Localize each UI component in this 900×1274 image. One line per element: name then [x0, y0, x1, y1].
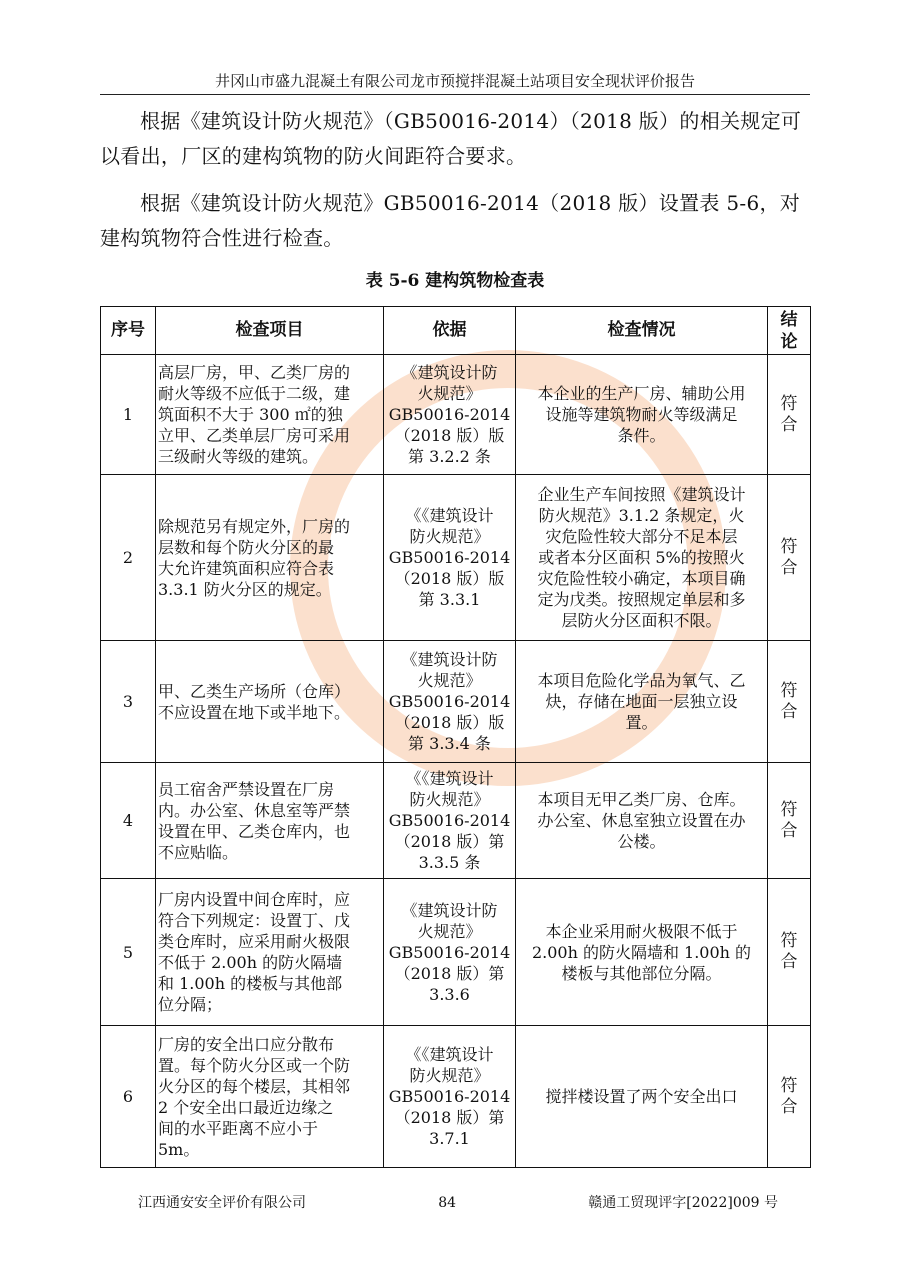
- table-row: [101, 763, 811, 879]
- table-row: [101, 475, 811, 641]
- row-number: 3: [101, 641, 156, 763]
- conclusion: 符 合: [768, 641, 811, 763]
- check-item: 除规范另有规定外，厂房的 层数和每个防火分区的最 大允许建筑面积应符合表 3.3.1 防火分区的规定。: [156, 475, 384, 641]
- check-item: 员工宿舍严禁设置在厂房 内。办公室、休息室等严禁 设置在甲、乙类仓库内，也 不应贴临。: [156, 763, 384, 879]
- footer-report-no: 赣通工贸现评字[2022]009 号: [588, 1195, 778, 1211]
- inspection-table: [100, 306, 811, 1168]
- check-result: 企业生产车间按照《建筑设计 防火规范》3.1.2 条规定，火 灾危险性较大部分不足本层 或者本分区面积 5%的按照火 灾危险性较小确定，本项目确 定为戊类。按照规定单层和多 层防火分区面积不限。: [516, 475, 768, 641]
- check-item: 高层厂房，甲、乙类厂房的 耐火等级不应低于二级，建 筑面积不大于 300 ㎡的独 立甲、乙类单层厂房可采用 三级耐火等级的建筑。: [156, 355, 384, 475]
- conclusion: 符 合: [768, 355, 811, 475]
- conclusion: 符 合: [768, 1026, 811, 1168]
- col-header-conclusion: 结 论: [768, 307, 811, 355]
- basis: 《建筑设计防 火规范》 GB50016-2014 （2018 版）第 3.3.6: [384, 879, 516, 1026]
- basis: 《建筑设计防 火规范》 GB50016-2014 （2018 版）版 第 3.2.2 条: [384, 355, 516, 475]
- table-row: [101, 879, 811, 1026]
- row-number: 4: [101, 763, 156, 879]
- paragraph-1: 根据《建筑设计防火规范》（GB50016-2014）（2018 版）的相关规定可以看出，厂区的建构筑物的防火间距符合要求。: [100, 109, 802, 168]
- running-header: 井冈山市盛九混凝土有限公司龙市预搅拌混凝土站项目安全现状评价报告: [214, 72, 695, 90]
- check-item: 甲、乙类生产场所（仓库） 不应设置在地下或半地下。: [156, 641, 384, 763]
- footer-company: 江西通安安全评价有限公司: [138, 1195, 306, 1211]
- row-number: 6: [101, 1026, 156, 1168]
- paragraph-2: 根据《建筑设计防火规范》GB50016-2014（2018 版）设置表 5-6，对建构筑物符合性进行检查。: [100, 191, 801, 250]
- check-result: 本企业采用耐火极限不低于 2.00h 的防火隔墙和 1.00h 的 楼板与其他部位分隔。: [516, 879, 768, 1026]
- check-result: 本企业的生产厂房、辅助公用 设施等建筑物耐火等级满足 条件。: [516, 355, 768, 475]
- basis: 《《建筑设计 防火规范》 GB50016-2014 （2018 版）第 3.3.5 条: [384, 763, 516, 879]
- basis: 《《建筑设计 防火规范》 GB50016-2014 （2018 版）版 第 3.3.1: [384, 475, 516, 641]
- conclusion: 符 合: [768, 475, 811, 641]
- row-number: 1: [101, 355, 156, 475]
- basis: 《建筑设计防 火规范》 GB50016-2014 （2018 版）版 第 3.3.4 条: [384, 641, 516, 763]
- page-number: 84: [438, 1195, 457, 1211]
- conclusion: 符 合: [768, 763, 811, 879]
- check-item: 厂房的安全出口应分散布 置。每个防火分区或一个防 火分区的每个楼层，其相邻 2 个安全出口最近边缘之 间的水平距离不应小于 5m。: [156, 1026, 384, 1168]
- table-header-row: [101, 307, 811, 355]
- col-header-item: 检查项目: [156, 307, 384, 355]
- check-item: 厂房内设置中间仓库时，应 符合下列规定：设置丁、戊 类仓库时，应采用耐火极限 不低于 2.00h 的防火隔墙 和 1.00h 的楼板与其他部 位分隔；: [156, 879, 384, 1026]
- row-number: 5: [101, 879, 156, 1026]
- col-header-no: 序号: [101, 307, 156, 355]
- table-title: 表 5-6 建构筑物检查表: [365, 271, 545, 291]
- col-header-status: 检查情况: [516, 307, 768, 355]
- check-result: 本项目危险化学品为氧气、乙 炔，存储在地面一层独立设 置。: [516, 641, 768, 763]
- table-row: [101, 355, 811, 475]
- row-number: 2: [101, 475, 156, 641]
- col-header-basis: 依据: [384, 307, 516, 355]
- table-row: [101, 1026, 811, 1168]
- check-result: 搅拌楼设置了两个安全出口: [516, 1026, 768, 1168]
- table-row: [101, 641, 811, 763]
- conclusion: 符 合: [768, 879, 811, 1026]
- check-result: 本项目无甲乙类厂房、仓库。 办公室、休息室独立设置在办 公楼。: [516, 763, 768, 879]
- page-body: [100, 0, 810, 1252]
- basis: 《《建筑设计 防火规范》 GB50016-2014 （2018 版）第 3.7.1: [384, 1026, 516, 1168]
- page-footer: [138, 1192, 778, 1252]
